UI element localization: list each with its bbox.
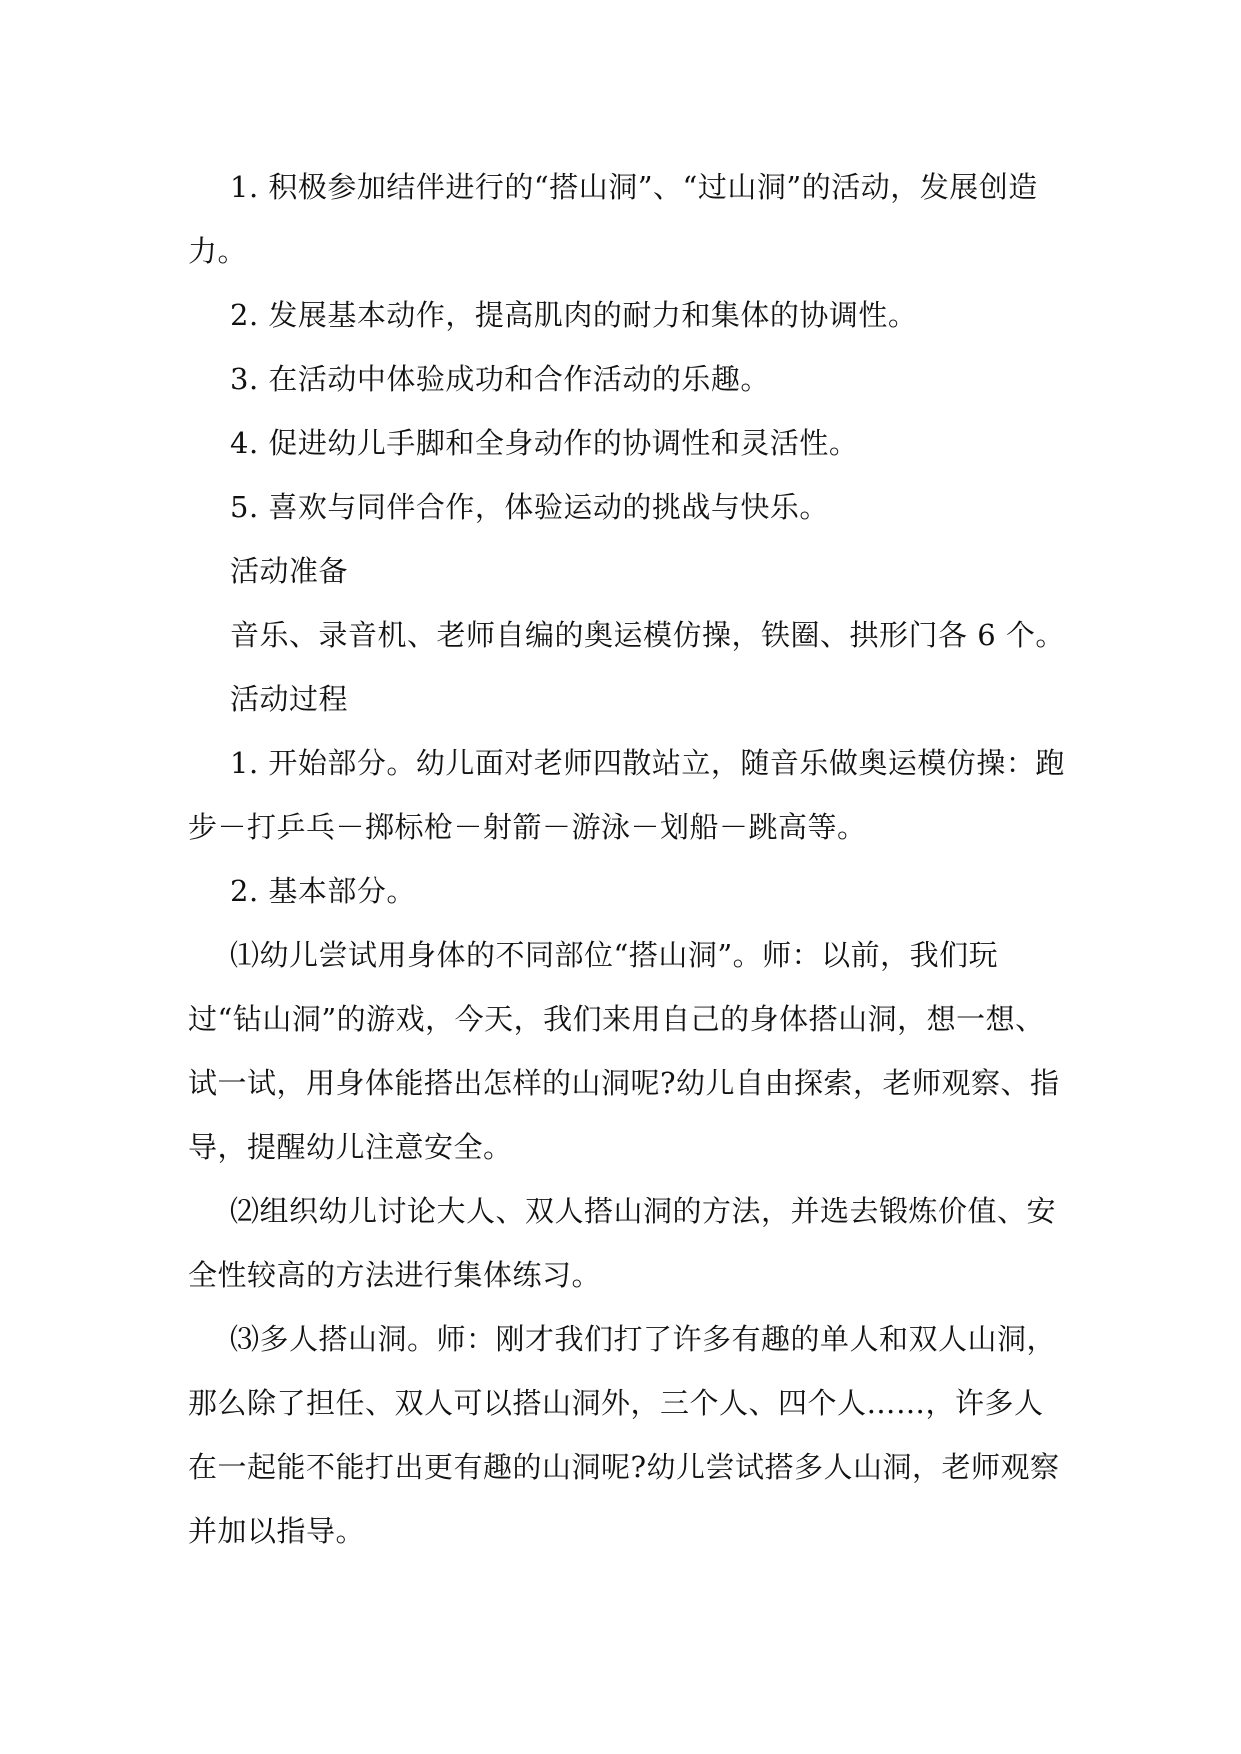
process-substep-2: ⑵组织幼儿讨论大人、双人搭山洞的方法，并选去锻炼价值、安全性较高的方法进行集体练习。: [188, 1194, 1057, 1292]
process-step-2: 2. 基本部分。: [230, 874, 416, 908]
process-step-1: 1. 开始部分。幼儿面对老师四散站立，随音乐做奥运模仿操：跑步－打乒乓－掷标枪－射箭－游泳－划船－跳高等。: [188, 746, 1065, 844]
process-substep-1: ⑴幼儿尝试用身体的不同部位“搭山洞”。师：以前，我们玩过“钻山洞”的游戏，今天，我们来用自己的身体搭山洞，想一想、试一试，用身体能搭出怎样的山洞呢?幼儿自由探索，老师观察、指导，提醒幼儿注意安全。: [188, 938, 1060, 1164]
section-heading-process: 活动过程: [230, 682, 349, 716]
goal-item-1: 1. 积极参加结伴进行的“搭山洞”、“过山洞”的活动，发展创造力。: [188, 170, 1038, 268]
goal-item-4: 4. 促进幼儿手脚和全身动作的协调性和灵活性。: [230, 426, 859, 460]
goal-item-2: 2. 发展基本动作，提高肌肉的耐力和集体的协调性。: [230, 298, 918, 332]
process-substep-3: ⑶多人搭山洞。师：刚才我们打了许多有趣的单人和双人山洞，那么除了担任、双人可以搭山洞外，三个人、四个人……，许多人在一起能不能打出更有趣的山洞呢?幼儿尝试搭多人山洞，老师观察并加以指导。: [188, 1322, 1060, 1548]
document-body: [188, 155, 1068, 1563]
goal-item-5: 5. 喜欢与同伴合作，体验运动的挑战与快乐。: [230, 490, 829, 524]
goal-item-3: 3. 在活动中体验成功和合作活动的乐趣。: [230, 362, 770, 396]
section-heading-preparation: 活动准备: [230, 554, 349, 588]
preparation-text: 音乐、录音机、老师自编的奥运模仿操，铁圈、拱形门各 6 个。: [230, 618, 1065, 652]
